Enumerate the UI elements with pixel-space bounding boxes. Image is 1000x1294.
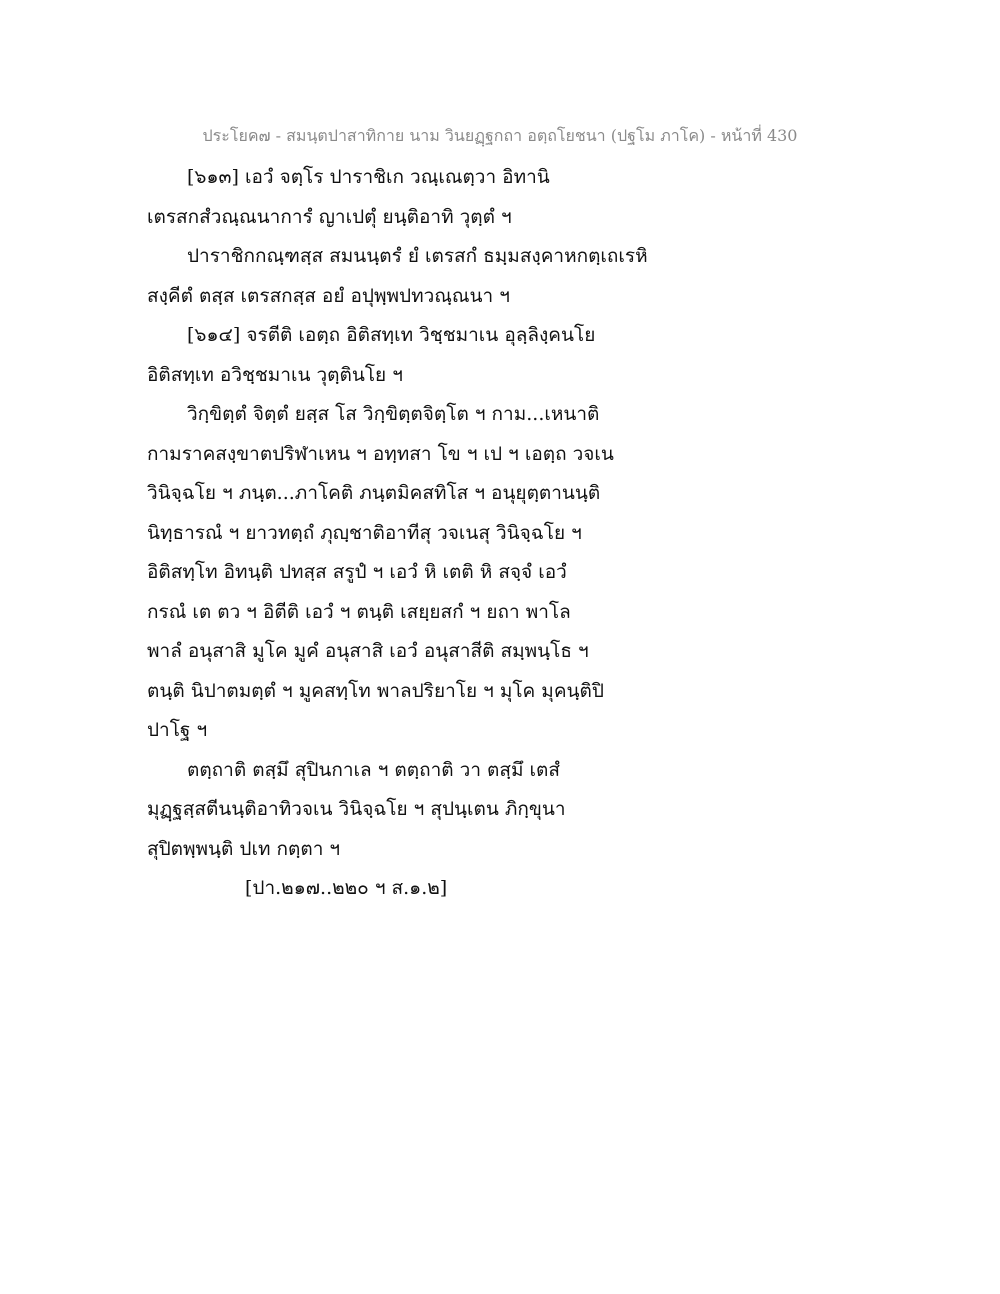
text-line: นิทฺธารณํ ฯ ยาวทตฺถํ ภุญฺชาติอาทีสุ วจเนสุ วินิจฺฉโย ฯ (147, 521, 582, 544)
text-line: ปาราชิกกณฺฑสฺส สมนนฺตรํ ยํ เตรสกํ ธมฺมสงฺคาหกตฺเถเรหิ (187, 245, 648, 267)
text-line: ปาโฐ ฯ (147, 719, 208, 741)
body-text (147, 158, 867, 909)
running-header: ประโยค๗ - สมนฺตปาสาทิกาย นาม วินยฏฺฐกถา อตฺถโยชนา (ปฐโม ภาโค) - หน้าที่ 430 (202, 126, 798, 145)
text-line: [๖๑๓] เอวํ จตฺโร ปาราชิเก วณฺเณตฺวา อิทานิ (187, 166, 550, 188)
text-line: ตนฺติ นิปาตมตฺตํ ฯ มูคสทฺโท พาลปริยาโย ฯ มุโค มุคนฺติปิ (147, 679, 604, 702)
text-line: อิติสทฺเท อวิชฺชมาเน วุตฺตินโย ฯ (147, 363, 403, 386)
text-line: พาลํ อนุสาสิ มูโค มูคํ อนุสาสิ เอวํ อนุสาสีติ สมฺพนฺโธ ฯ (147, 640, 589, 662)
reference-citation: [ปา.๒๑๗..๒๒๐ ฯ ส.๑.๒] (245, 877, 448, 899)
text-line: สงฺคีตํ ตสฺส เตรสกสฺส อยํ อปุพฺพปทวณฺณนา ฯ (147, 284, 510, 307)
text-line: กรณํ เต ตว ฯ อิตีติ เอวํ ฯ ตนฺติ เสยฺยสกํ ฯ ยถา พาโล (147, 600, 571, 623)
text-line: สุปิตพฺพนฺติ ปเท กตฺตา ฯ (147, 837, 341, 860)
text-line: กามราคสงฺขาตปริฬาเหน ฯ อทฺทสา โข ฯ เป ฯ เอตฺถ วจเน (147, 442, 614, 465)
text-line: [๖๑๔] จรตีติ เอตฺถ อิติสทฺเท วิชฺชมาเน อุลฺลิงฺคนโย (187, 324, 596, 346)
text-line: มุฏฺฐสฺสตีนนฺติอาทิวจเน วินิจฺฉโย ฯ สุปนฺเตน ภิกฺขุนา (147, 798, 566, 820)
text-line: เตรสกสํวณฺณนาการํ ญาเปตุํ ยนฺติอาทิ วุตฺตํ ฯ (147, 205, 512, 228)
text-line: อิติสทฺโท อิทนฺติ ปทสฺส สรูปํ ฯ เอวํ หิ เตติ หิ สจฺจํ เอวํ (147, 561, 567, 583)
text-line: ตตฺถาติ ตสฺมึ สุปินกาเล ฯ ตตฺถาติ วา ตสฺมึ เตสํ (187, 758, 560, 781)
text-line: วินิจฺฉโย ฯ ภนฺต...ภาโคติ ภนฺตมิคสทิโส ฯ อนุยุตฺตานนฺติ (147, 482, 601, 504)
text-line: วิกฺขิตฺตํ จิตฺตํ ยสฺส โส วิกฺขิตฺตจิตฺโต ฯ กาม...เหนาติ (187, 403, 600, 425)
